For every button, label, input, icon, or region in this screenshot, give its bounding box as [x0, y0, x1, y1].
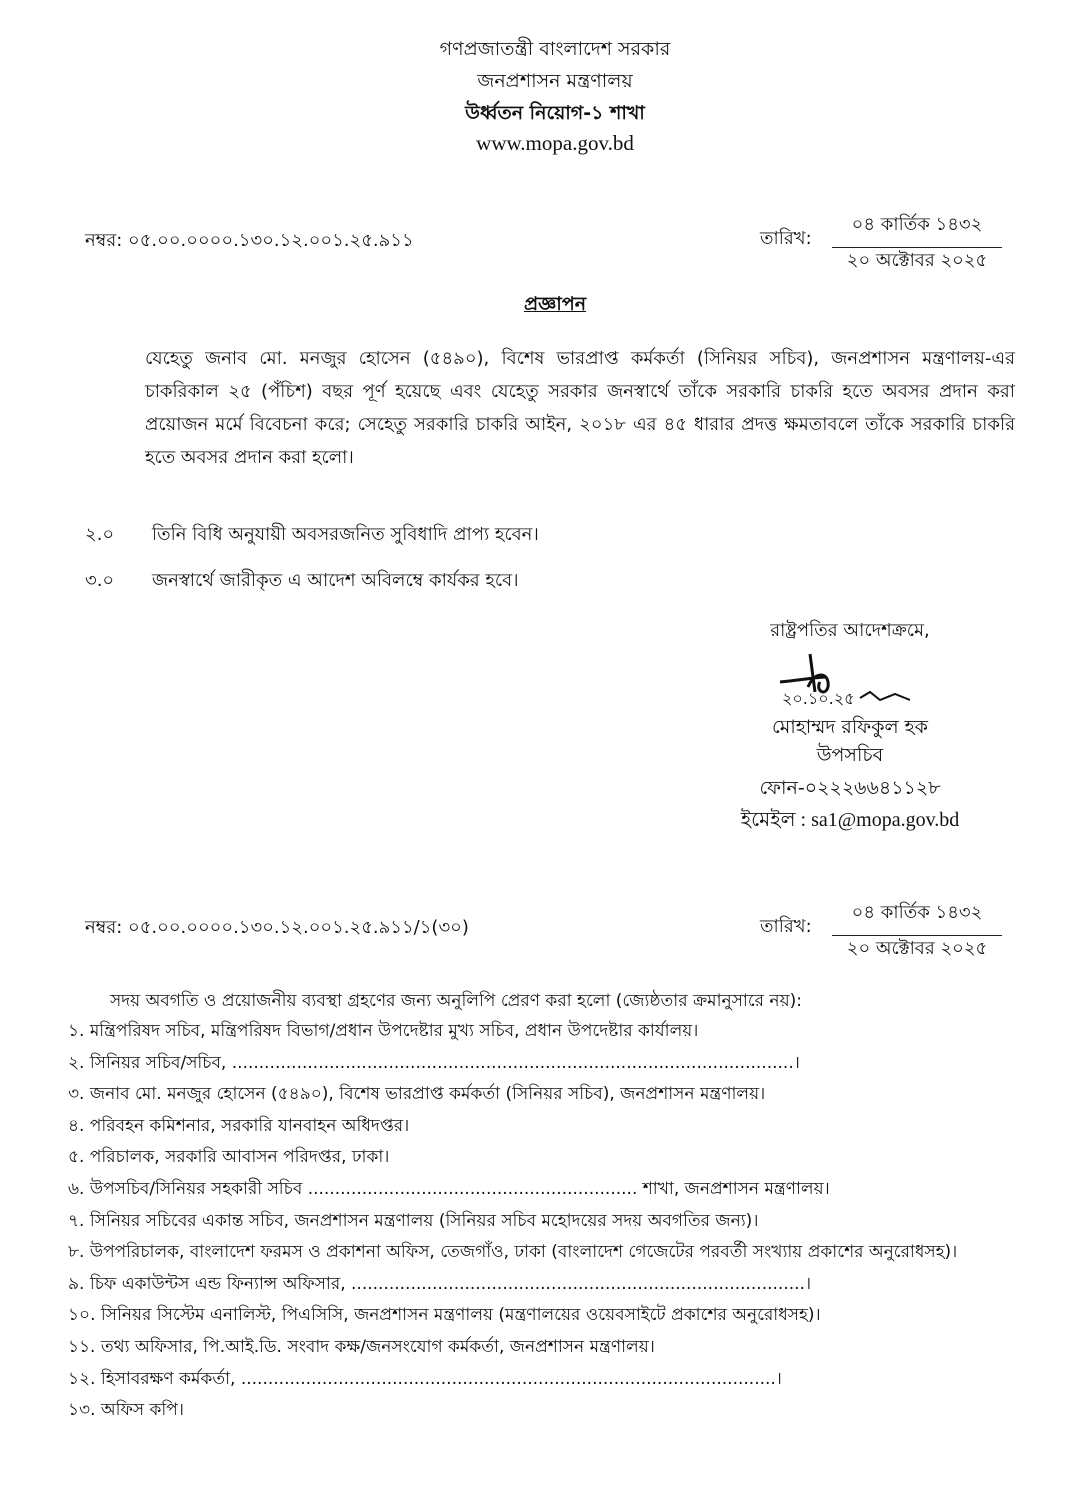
signature-date: ২০.১০.২৫ — [782, 689, 855, 708]
order-line: রাষ্ট্রপতির আদেশক্রমে, — [770, 620, 930, 641]
list-item: ৭. সিনিয়র সচিবের একান্ত সচিব, জনপ্রশাসন মন্ত্রণালয় (সিনিয়র সচিব মহোদয়ের সদয় অবগতির জন্য)। — [68, 1210, 759, 1231]
list-item: ৩. জনাব মো. মনজুর হোসেন (৫৪৯০), বিশেষ ভারপ্রাপ্ত কর্মকর্তা (সিনিয়র সচিব), জনপ্রশাসন মন্ত্রণালয়। — [68, 1084, 766, 1105]
list-item: ৪. পরিবহন কমিশনার, সরকারি যানবাহন অধিদপ্তর। — [68, 1115, 410, 1136]
ministry-name: জনপ্রশাসন মন্ত্রণালয় — [477, 70, 633, 92]
list-item: ২. সিনিয়র সচিব/সচিব, ........................................................................................................। — [68, 1052, 800, 1073]
point-text: তিনি বিধি অনুযায়ী অবসরজনিত সুবিধাদি প্রাপ্য হবেন। — [152, 524, 539, 545]
signature-image — [770, 652, 920, 712]
govt-name: গণপ্রজাতন্ত্রী বাংলাদেশ সরকার — [439, 38, 671, 60]
list-item: ১৩. অফিস কপি। — [68, 1400, 184, 1421]
date-bangla: ০৪ কার্তিক ১৪৩২ — [832, 210, 1002, 248]
point-number: ৩.০ — [85, 570, 115, 591]
branch-name: উর্ধ্বতন নিয়োগ-১ শাখা — [465, 102, 645, 124]
list-item: ৯. চিফ একাউন্টস এন্ড ফিন্যান্স অফিসার, ....................................................................................। — [68, 1273, 812, 1294]
date-gregorian: ২০ অক্টোবর ২০২৫ — [846, 938, 988, 959]
website-link[interactable]: www.mopa.gov.bd — [476, 131, 634, 155]
signatory-name: মোহাম্মদ রফিকুল হক — [772, 716, 928, 738]
memo-number: নম্বর: ০৫.০০.০০০০.১৩০.১২.০০১.২৫.৯১১/১(৩০) — [85, 917, 469, 938]
document-title: প্রজ্ঞাপন — [523, 293, 587, 315]
date-bangla: ০৪ কার্তিক ১৪৩২ — [832, 898, 1002, 936]
main-paragraph: যেহেতু জনাব মো. মনজুর হোসেন (৫৪৯০), বিশেষ ভারপ্রাপ্ত কর্মকর্তা (সিনিয়র সচিব), জনপ্রশাসন মন্ত্রণালয়-এর চাকরিকাল ২৫ (পঁচিশ) বছর পূর্ণ হয়েছে এবং যেহেতু সরকার জনস্বার্থে তাঁকে সরকারি চাকরি হতে অবসর প্রদান করা প্রয়োজন মর্মে বিবেচনা করে; সেহেতু সরকারি চাকরি আইন, ২০১৮ এর ৪৫ ধারার প্রদত্ত ক্ষমতাবলে তাঁকে সরকারি চাকরি হতে অবসর প্রদান করা হলো। — [145, 348, 1015, 468]
list-item: ১. মন্ত্রিপরিষদ সচিব, মন্ত্রিপরিষদ বিভাগ/প্রধান উপদেষ্টার মুখ্য সচিব, প্রধান উপদেষ্টার কার্যালয়। — [68, 1021, 699, 1041]
signatory-email[interactable]: ইমেইল : sa1@mopa.gov.bd — [740, 809, 960, 831]
date-label: তারিখ: — [760, 916, 812, 937]
list-item: ১২. হিসাবরক্ষণ কর্মকর্তা, ...................................................................................................। — [68, 1368, 782, 1389]
list-item: ১১. তথ্য অফিসার, পি.আই.ডি. সংবাদ কক্ষ/জনসংযোগ কর্মকর্তা, জনপ্রশাসন মন্ত্রণালয়। — [68, 1336, 655, 1357]
list-item: ৮. উপপরিচালক, বাংলাদেশ ফরমস ও প্রকাশনা অফিস, তেজগাঁও, ঢাকা (বাংলাদেশ গেজেটের পরবর্তী সংখ্যায় প্রকাশের অনুরোধসহ)। — [68, 1242, 958, 1263]
signatory-designation: উপসচিব — [816, 744, 884, 766]
copies-list — [68, 1016, 1028, 1427]
list-item: ১০. সিনিয়র সিস্টেম এনালিস্ট, পিএসিসি, জনপ্রশাসন মন্ত্রণালয় (মন্ত্রণালয়ের ওয়েবসাইটে প্রকাশের অনুরোধসহ)। — [68, 1305, 821, 1326]
list-item: ৫. পরিচালক, সরকারি আবাসন পরিদপ্তর, ঢাকা। — [68, 1147, 390, 1168]
list-item: ৬. উপসচিব/সিনিয়র সহকারী সচিব ............................................................. শাখা, জনপ্রশাসন মন্ত্রণালয়। — [68, 1178, 830, 1199]
memo-number: নম্বর: ০৫.০০.০০০০.১৩০.১২.০০১.২৫.৯১১ — [85, 230, 414, 251]
signatory-phone: ফোন-০২২২৬৬৪১১২৮ — [759, 777, 941, 799]
date-label: তারিখ: — [760, 228, 812, 249]
date-gregorian: ২০ অক্টোবর ২০২৫ — [846, 250, 988, 271]
copies-intro: সদয় অবগতি ও প্রয়োজনীয় ব্যবস্থা গ্রহণের জন্য অনুলিপি প্রেরণ করা হলো (জ্যেষ্ঠতার ক্রমানুসারে নয়): — [110, 991, 802, 1011]
point-number: ২.০ — [85, 524, 115, 545]
point-text: জনস্বার্থে জারীকৃত এ আদেশ অবিলম্বে কার্যকর হবে। — [152, 570, 519, 591]
